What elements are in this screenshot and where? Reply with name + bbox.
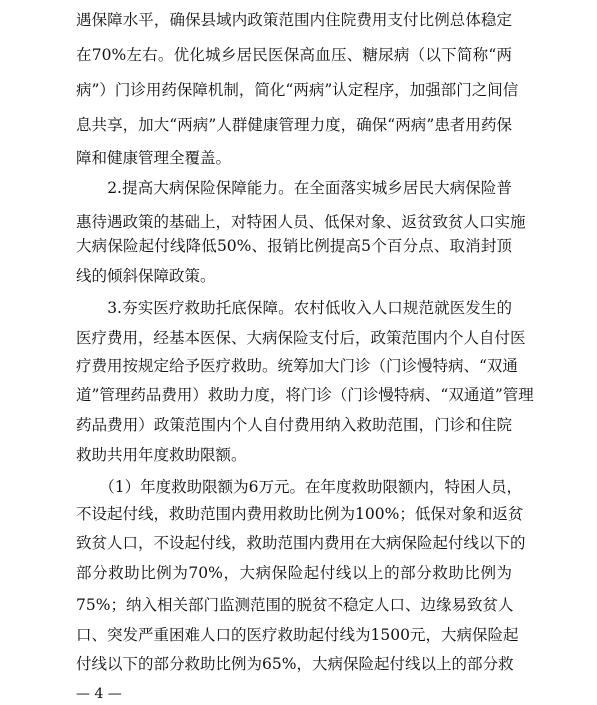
text-line: 大病保险起付线降低50%、报销比例提高5个百分点、取消封顶 bbox=[76, 237, 512, 255]
text-line: 75%；纳入相关部门监测范围的脱贫不稳定人口、边缘易致贫人 bbox=[76, 596, 514, 614]
text-line: 息共享，加大“两病”人群健康管理力度，确保“两病”患者用药保 bbox=[76, 116, 512, 134]
text-line: 不设起付线，救助范围内费用救助比例为100%；低保对象和返贫 bbox=[76, 505, 524, 523]
text-line: 药品费用）政策范围内个人自付费用纳入救助范围，门诊和住院 bbox=[76, 416, 512, 434]
text-line: 道”管理药品费用）救助力度，将门诊（门诊慢特病、“双通道”管理 bbox=[76, 386, 534, 404]
text-line: 病”）门诊用药保障机制，简化“两病”认定程序，加强部门之间信 bbox=[76, 81, 519, 99]
text-line: 疗费用按规定给予医疗救助。统筹加大门诊（门诊慢特病、“双通 bbox=[76, 357, 518, 375]
text-line: （1）年度救助限额为6万元。在年度救助限额内，特困人员， bbox=[76, 478, 522, 496]
text-line: 医疗费用，经基本医保、大病保险支付后，政策范围内个人自付医 bbox=[76, 329, 526, 347]
text-line: 2.提高大病保险保障能力。在全面落实城乡居民大病保险普 bbox=[76, 179, 512, 197]
text-line: 遇保障水平，确保县域内政策范围内住院费用支付比例总体稳定 bbox=[76, 11, 512, 29]
text-line: 部分救助比例为70%，大病保险起付线以上的部分救助比例为 bbox=[76, 564, 512, 582]
text-line: 致贫人口，不设起付线，救助范围内费用在大病保险起付线以下的 bbox=[76, 534, 526, 552]
text-line: 付线以下的部分救助比例为65%，大病保险起付线以上的部分救 bbox=[76, 655, 514, 673]
text-line: 3.夯实医疗救助托底保障。农村低收入人口规范就医发生的 bbox=[76, 299, 512, 317]
text-line: 线的倾斜保障政策。 bbox=[76, 267, 216, 285]
text-line: 障和健康管理全覆盖。 bbox=[76, 149, 232, 167]
text-line: 惠待遇政策的基础上，对特困人员、低保对象、返贫致贫人口实施 bbox=[76, 213, 526, 231]
text-line: 救助共用年度救助限额。 bbox=[76, 446, 247, 464]
text-line: 在70%左右。优化城乡居民医保高血压、糖尿病（以下简称“两 bbox=[76, 46, 512, 64]
page-number: — 4 — bbox=[76, 686, 122, 702]
text-line: 口、突发严重困难人口的医疗救助起付线为1500元，大病保险起 bbox=[76, 626, 519, 644]
